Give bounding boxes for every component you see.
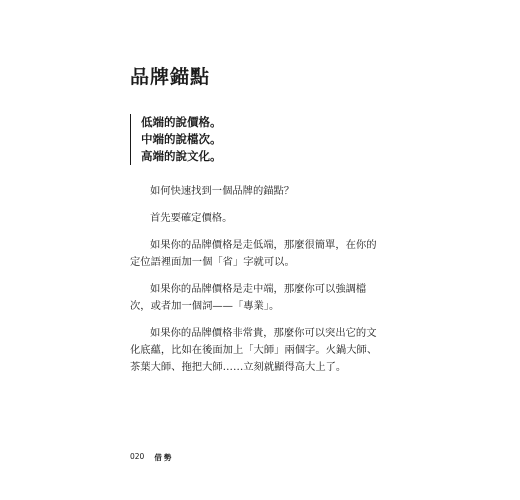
paragraph: 如果你的品牌價格是走中端，那麼你可以強調檔次，或者加一個詞——「專業」。 [130,283,367,312]
paragraph: 首先要確定價格。 [150,212,233,224]
paragraph: 如果你的品牌價格是走低端，那麼很簡單，在你的定位語裡面加一個「省」字就可以。 [130,239,377,268]
paragraph: 如何快速找到一個品牌的錨點？ [150,185,295,197]
page-number: 020 [130,452,145,461]
chapter-title: 品牌錨點 [130,66,211,88]
paragraph: 如果你的品牌價格非常貴，那麼你可以突出它的文化底蘊，比如在後面加上「大師」兩個字。火鍋大師、茶葉大師、拖把大師……立刻就顯得高大上了。 [130,327,378,373]
body-text [130,183,386,386]
pull-quote-line: 低端的說價格。 [141,115,222,129]
running-title: 借勢 [154,453,174,462]
pull-quote [130,114,222,165]
pull-quote-line: 中端的說檔次。 [141,132,222,146]
pull-quote-line: 高端的說文化。 [141,149,222,163]
page-footer [130,452,173,463]
